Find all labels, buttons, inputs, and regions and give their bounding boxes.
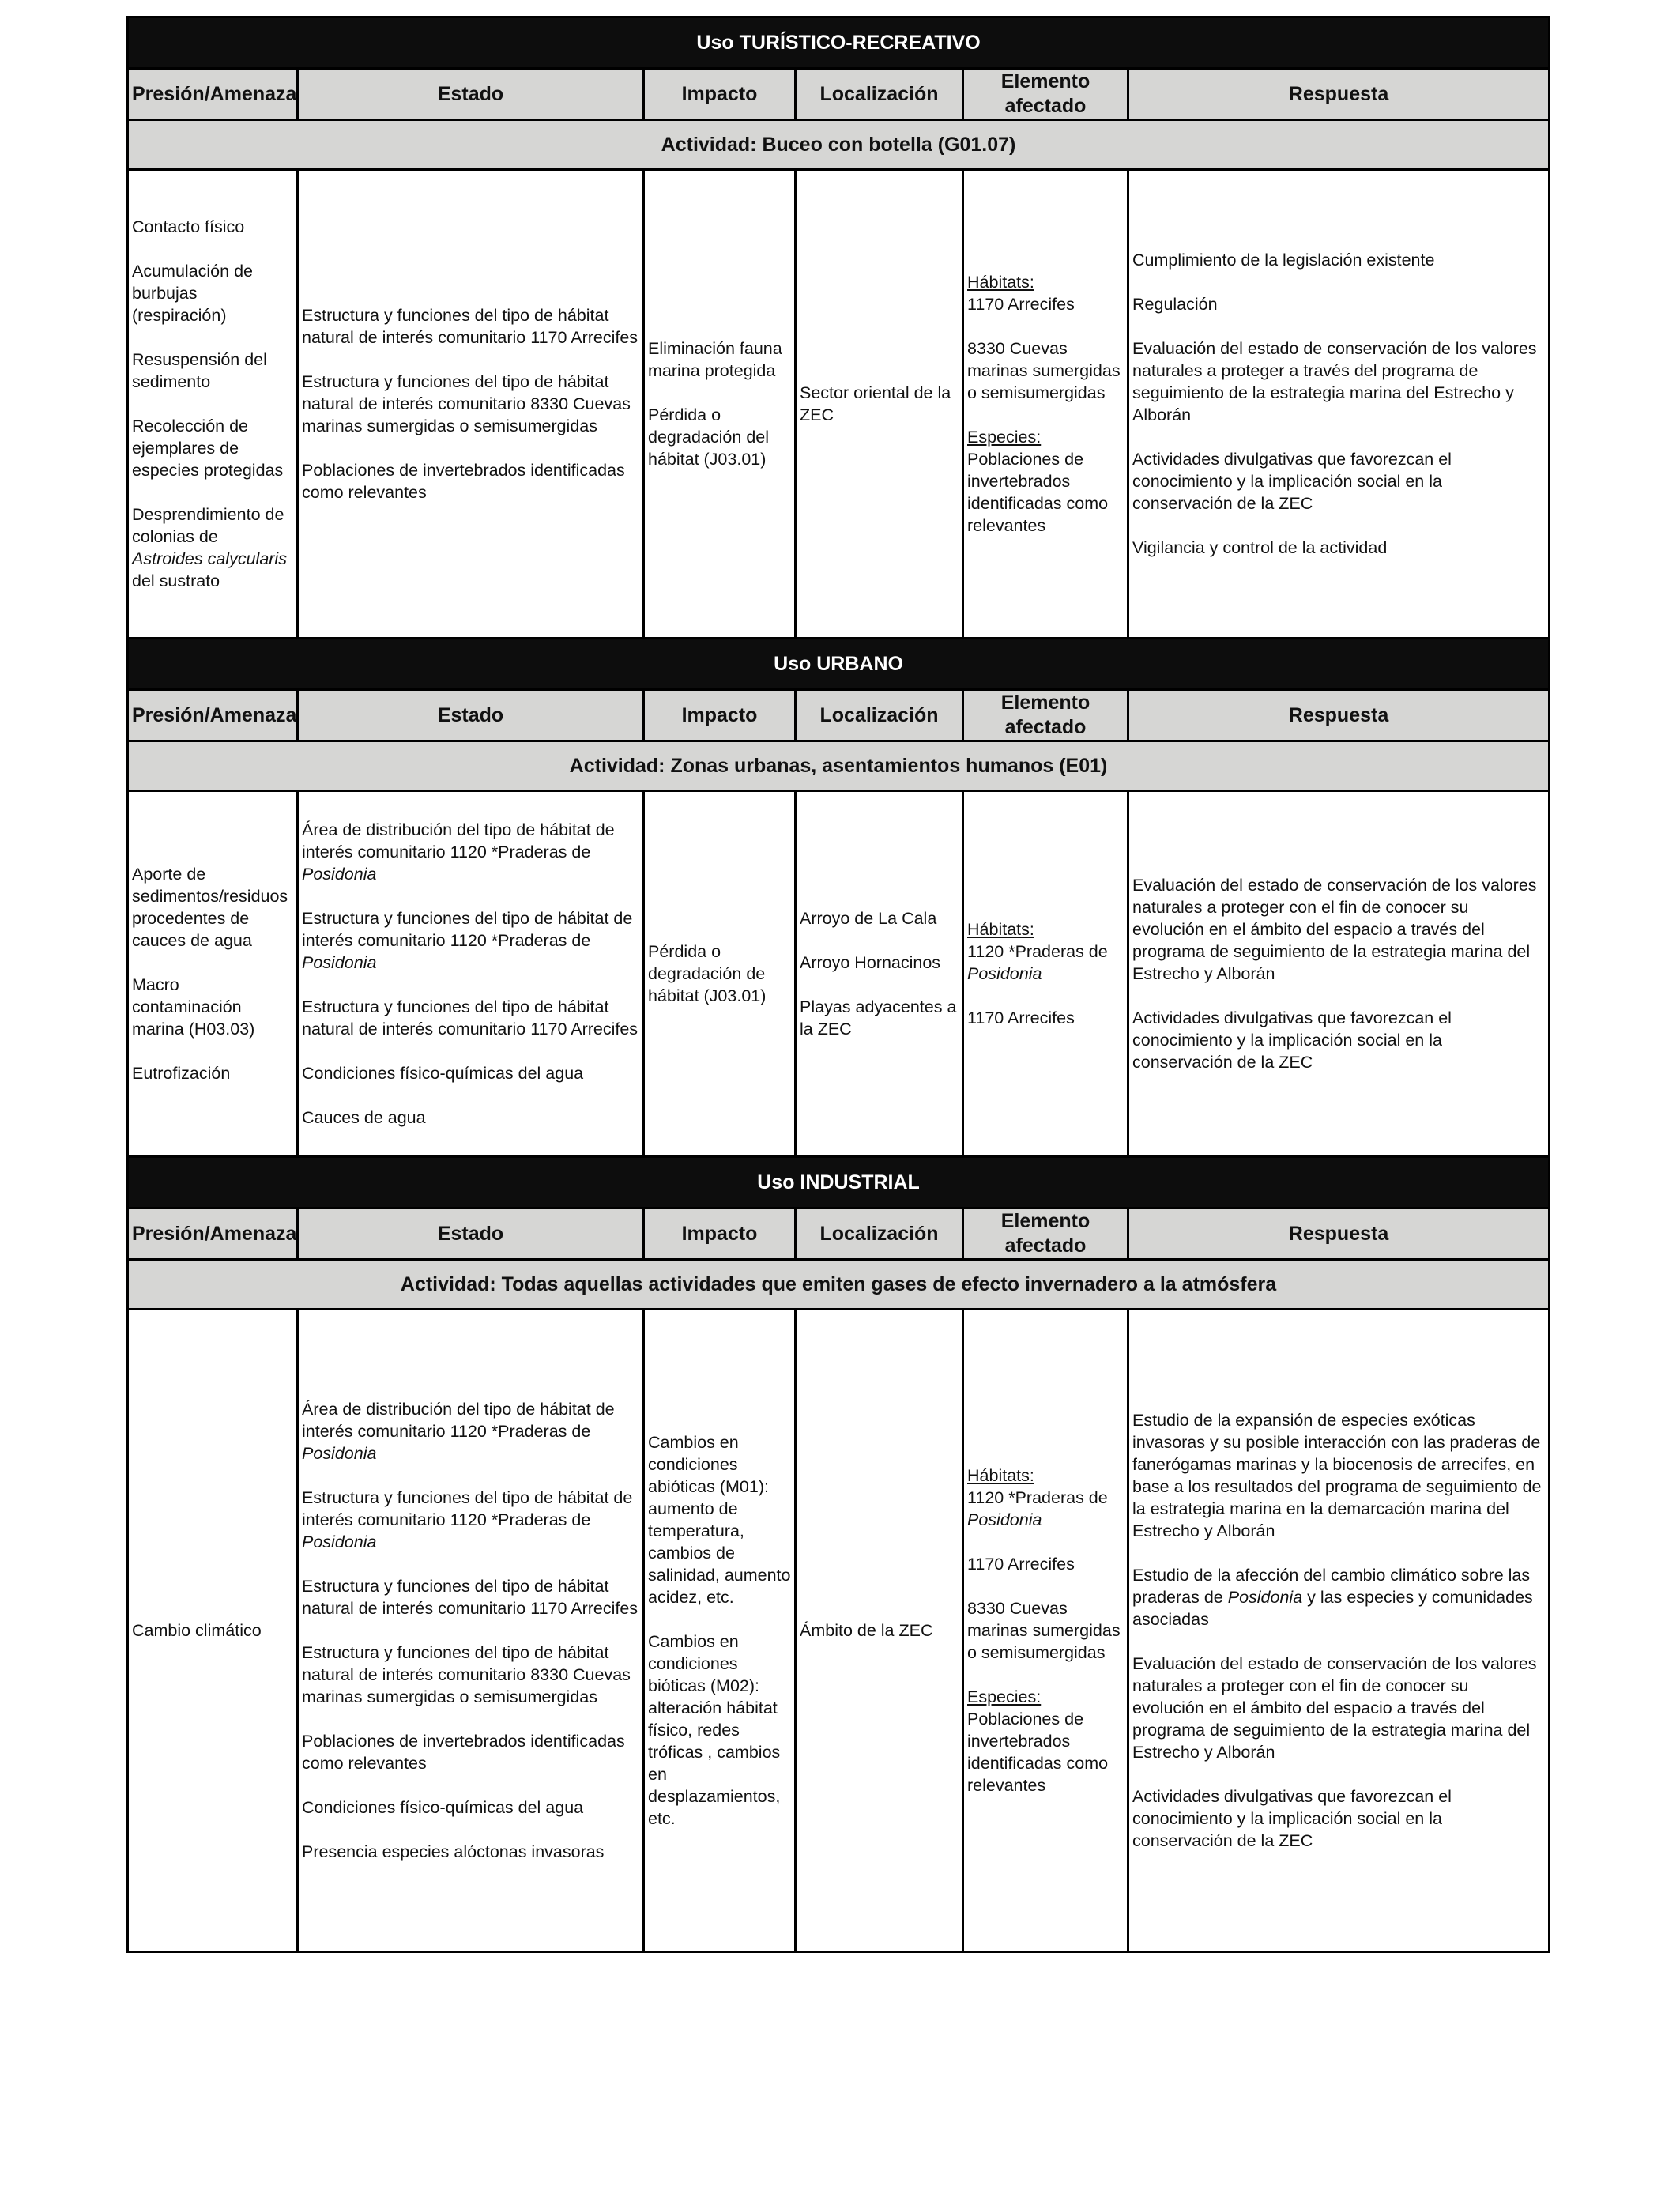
- col-header-estado: Estado: [298, 690, 644, 741]
- text-line: 1170 Arrecifes: [967, 1008, 1075, 1027]
- cell-presion: [128, 1310, 298, 1952]
- text-line: 1170 Arrecifes: [967, 1555, 1075, 1574]
- heading-habitats: Hábitats:: [967, 920, 1034, 939]
- text-line: Aporte de sedimentos/residuos procedentes de cauces de agua: [132, 865, 288, 950]
- col-header-localizacion: Localización: [796, 1208, 963, 1260]
- heading-habitats: Hábitats:: [967, 1466, 1034, 1485]
- text-line: 1120 *Praderas de: [967, 1488, 1108, 1507]
- cell-localizacion: [796, 791, 963, 1157]
- text-line: Arroyo de La Cala: [800, 909, 937, 928]
- text-line: Arroyo Hornacinos: [800, 953, 941, 972]
- text-line: Cambios en condiciones bióticas (M02): alteración hábitat físico, redes tróficas , cambios en desplazamientos, etc.: [648, 1632, 781, 1828]
- text-line: 8330 Cuevas marinas sumergidas o semisumergidas: [967, 339, 1121, 402]
- text-line: Estudio de la afección del cambio climático sobre las praderas de: [1132, 1566, 1531, 1607]
- cell-localizacion: [796, 170, 963, 639]
- cell-impacto: [644, 791, 796, 1157]
- col-header-respuesta: Respuesta: [1128, 1208, 1550, 1260]
- cell-estado: [298, 1310, 644, 1952]
- text-line: Evaluación del estado de conservación de los valores naturales a proteger con el fin de conocer su evolución en el ámbito del espacio a través del programa de seguimiento de la estrategia marina del Estrecho y Alborán: [1132, 1654, 1537, 1762]
- text-line: Resuspensión del sedimento: [132, 350, 267, 391]
- text-line: Ámbito de la ZEC: [800, 1621, 933, 1640]
- text-line: Actividades divulgativas que favorezcan el conocimiento y la implicación social en la conservación de la ZEC: [1132, 1787, 1452, 1850]
- cell-localizacion: [796, 1310, 963, 1952]
- text-line: Estructura y funciones del tipo de hábitat natural de interés comunitario 8330 Cuevas marinas sumergidas o semisumergidas: [302, 1643, 631, 1706]
- activity-title-buceo: Actividad: Buceo con botella (G01.07): [128, 120, 1550, 170]
- species-name: Posidonia: [302, 1532, 377, 1551]
- text-line: Regulación: [1132, 295, 1218, 314]
- text-line: Estructura y funciones del tipo de hábitat de interés comunitario 1120 *Praderas de: [302, 909, 633, 950]
- text-line: Macro contaminación marina (H03.03): [132, 975, 255, 1039]
- text-line: Acumulación de burbujas (respiración): [132, 262, 253, 325]
- text-line: Estructura y funciones del tipo de hábitat natural de interés comunitario 1170 Arrecifes: [302, 997, 638, 1039]
- text-line: Estructura y funciones del tipo de hábitat natural de interés comunitario 1170 Arrecifes: [302, 306, 638, 347]
- section-title-industrial: Uso INDUSTRIAL: [128, 1157, 1550, 1208]
- text-line: Poblaciones de invertebrados identificadas como relevantes: [302, 1732, 625, 1773]
- species-name: Posidonia: [302, 953, 377, 972]
- text-line: Cauces de agua: [302, 1108, 426, 1127]
- text-line: Evaluación del estado de conservación de los valores naturales a proteger a través del programa de seguimiento de la estrategia marina del Estrecho y Alborán: [1132, 339, 1537, 424]
- species-name: Astroides calycularis: [132, 549, 287, 568]
- heading-especies: Especies:: [967, 428, 1042, 447]
- col-header-localizacion: Localización: [796, 69, 963, 120]
- col-header-impacto: Impacto: [644, 1208, 796, 1260]
- text-line: Poblaciones de invertebrados identificadas como relevantes: [967, 450, 1109, 535]
- text-line: Sector oriental de la ZEC: [800, 383, 951, 424]
- text-line: Eliminación fauna marina protegida: [648, 339, 782, 380]
- text-line: Área de distribución del tipo de hábitat de interés comunitario 1120 *Praderas de: [302, 820, 615, 861]
- species-name: Posidonia: [302, 1444, 377, 1463]
- col-header-elemento: Elemento afectado: [963, 690, 1128, 741]
- table-row: [128, 791, 1550, 1157]
- species-name: Posidonia: [967, 1510, 1042, 1529]
- activity-title-zonas-urbanas: Actividad: Zonas urbanas, asentamientos humanos (E01): [128, 741, 1550, 791]
- text-line: Poblaciones de invertebrados identificadas como relevantes: [967, 1710, 1109, 1795]
- text-line: Estructura y funciones del tipo de hábitat natural de interés comunitario 8330 Cuevas marinas sumergidas o semisumergidas: [302, 372, 631, 435]
- heading-habitats: Hábitats:: [967, 273, 1034, 292]
- col-header-presion: Presión/Amenaza: [128, 69, 298, 120]
- column-header-row: [128, 690, 1550, 741]
- cell-estado: [298, 170, 644, 639]
- column-header-row: [128, 1208, 1550, 1260]
- col-header-localizacion: Localización: [796, 690, 963, 741]
- text-line: Condiciones físico-químicas del agua: [302, 1064, 584, 1083]
- cell-elemento: [963, 1310, 1128, 1952]
- text-line: Estructura y funciones del tipo de hábitat de interés comunitario 1120 *Praderas de: [302, 1488, 633, 1529]
- text-line: Eutrofización: [132, 1064, 231, 1083]
- col-header-estado: Estado: [298, 69, 644, 120]
- text-line: y las especies y comunidades asociadas: [1132, 1588, 1533, 1629]
- text-line: del sustrato: [132, 571, 220, 590]
- text-line: Vigilancia y control de la actividad: [1132, 538, 1388, 557]
- text-line: Estudio de la expansión de especies exóticas invasoras y su posible interacción con las praderas de fanerógamas marinas y la biocenosis de arrecifes, en base a los resultados del programa de seguimiento de la estrategia marina en la demarcación marina del Estrecho y Alborán: [1132, 1411, 1542, 1540]
- cell-estado: [298, 791, 644, 1157]
- col-header-respuesta: Respuesta: [1128, 69, 1550, 120]
- text-line: Pérdida o degradación de hábitat (J03.01): [648, 942, 767, 1005]
- section-title-urbano: Uso URBANO: [128, 639, 1550, 690]
- col-header-impacto: Impacto: [644, 69, 796, 120]
- text-line: Estructura y funciones del tipo de hábitat natural de interés comunitario 1170 Arrecifes: [302, 1577, 638, 1618]
- table-row: [128, 170, 1550, 639]
- text-line: Actividades divulgativas que favorezcan el conocimiento y la implicación social en la conservación de la ZEC: [1132, 450, 1452, 513]
- species-name: Posidonia: [967, 964, 1042, 983]
- text-line: Evaluación del estado de conservación de los valores naturales a proteger con el fin de conocer su evolución en el ámbito del espacio a través del programa de seguimiento de la estrategia marina del Estrecho y Alborán: [1132, 876, 1537, 983]
- species-name: Posidonia: [1227, 1588, 1303, 1607]
- cell-respuesta: [1128, 170, 1550, 639]
- text-line: Poblaciones de invertebrados identificadas como relevantes: [302, 461, 625, 502]
- text-line: Recolección de ejemplares de especies protegidas: [132, 417, 284, 480]
- heading-especies: Especies:: [967, 1687, 1042, 1706]
- col-header-elemento: Elemento afectado: [963, 69, 1128, 120]
- text-line: Cambios en condiciones abióticas (M01): aumento de temperatura, cambios de salinidad, aumento acidez, etc.: [648, 1433, 791, 1607]
- col-header-presion: Presión/Amenaza: [128, 1208, 298, 1260]
- pressure-threat-table-page: [126, 16, 1548, 1953]
- col-header-presion: Presión/Amenaza: [128, 690, 298, 741]
- text-line: Desprendimiento de colonias de: [132, 505, 284, 546]
- cell-respuesta: [1128, 1310, 1550, 1952]
- col-header-impacto: Impacto: [644, 690, 796, 741]
- text-line: Contacto físico: [132, 217, 245, 236]
- text-line: 8330 Cuevas marinas sumergidas o semisumergidas: [967, 1599, 1121, 1662]
- text-line: Presencia especies alóctonas invasoras: [302, 1842, 605, 1861]
- cell-respuesta: [1128, 791, 1550, 1157]
- species-name: Posidonia: [302, 865, 377, 884]
- cell-impacto: [644, 1310, 796, 1952]
- cell-presion: [128, 791, 298, 1157]
- text-line: Área de distribución del tipo de hábitat de interés comunitario 1120 *Praderas de: [302, 1400, 615, 1441]
- section-title-turistico: Uso TURÍSTICO-RECREATIVO: [128, 17, 1550, 69]
- text-line: Actividades divulgativas que favorezcan el conocimiento y la implicación social en la conservación de la ZEC: [1132, 1008, 1452, 1072]
- text-line: Condiciones físico-químicas del agua: [302, 1798, 584, 1817]
- text-line: Cumplimiento de la legislación existente: [1132, 251, 1435, 270]
- pressure-threat-table: [126, 16, 1550, 1953]
- table-row: [128, 1310, 1550, 1952]
- cell-presion: [128, 170, 298, 639]
- col-header-respuesta: Respuesta: [1128, 690, 1550, 741]
- text-line: Playas adyacentes a la ZEC: [800, 997, 957, 1039]
- column-header-row: [128, 69, 1550, 120]
- text-line: 1120 *Praderas de: [967, 942, 1108, 961]
- text-line: 1170 Arrecifes: [967, 295, 1075, 314]
- cell-elemento: [963, 170, 1128, 639]
- cell-impacto: [644, 170, 796, 639]
- col-header-elemento: Elemento afectado: [963, 1208, 1128, 1260]
- text-line: Pérdida o degradación del hábitat (J03.01): [648, 405, 770, 469]
- col-header-estado: Estado: [298, 1208, 644, 1260]
- text-line: Cambio climático: [132, 1621, 262, 1640]
- cell-elemento: [963, 791, 1128, 1157]
- activity-title-gases: Actividad: Todas aquellas actividades que emiten gases de efecto invernadero a la atmósfera: [128, 1260, 1550, 1310]
